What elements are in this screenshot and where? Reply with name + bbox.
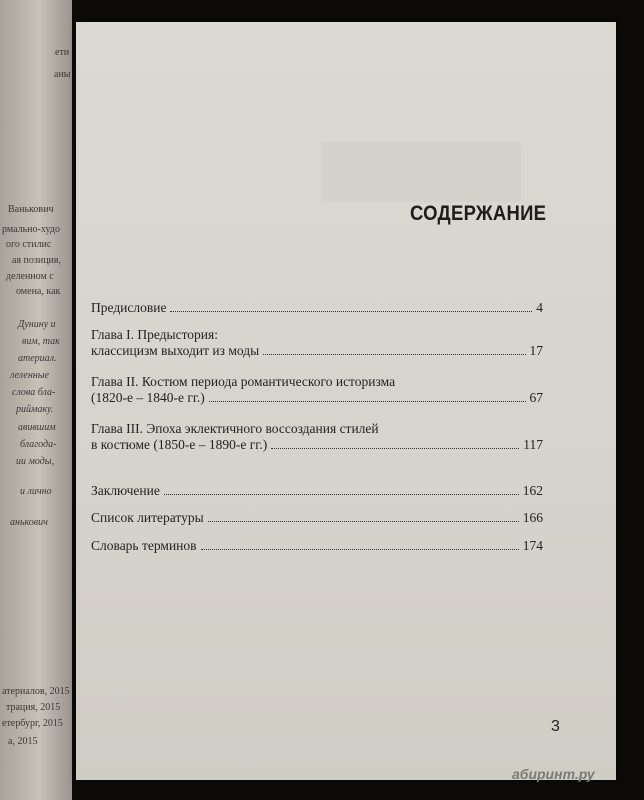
toc-entry-title: Заключение (91, 483, 160, 498)
bleed-text: и лично (20, 486, 52, 497)
bleed-text: ети (55, 47, 70, 58)
dot-leader (170, 311, 532, 312)
page-number: 3 (551, 718, 560, 735)
toc-entry-title: классицизм выходит из моды (91, 343, 260, 358)
toc-entry-preface[interactable] (91, 300, 543, 316)
toc-entry-chapter-1[interactable] (91, 327, 543, 359)
bleed-text: омена, как (16, 286, 61, 297)
toc-entry-page: 162 (522, 483, 543, 498)
toc-entry-title: в костюме (1850-е – 1890-е гг.) (91, 437, 268, 452)
dot-leader (201, 549, 519, 550)
dot-leader (271, 448, 519, 449)
toc-entry-conclusion[interactable] (91, 483, 543, 499)
bleed-text: трация, 2015 (6, 702, 61, 713)
toc-entry-title: (1820-е – 1840-е гг.) (91, 390, 205, 405)
show-through (321, 142, 521, 202)
bleed-text: вим, так (22, 336, 60, 347)
bleed-text: леленные (10, 370, 49, 381)
bleed-text: етербург, 2015 (2, 718, 63, 729)
toc-entry-page: 174 (522, 538, 543, 553)
bleed-text: Дунину и (18, 319, 56, 330)
bleed-text: атериалов, 2015 (2, 686, 70, 697)
watermark: абиринт.ру (512, 766, 595, 782)
toc-entry-page: 4 (536, 300, 543, 315)
toc-entry-bibliography[interactable] (91, 510, 543, 526)
toc-entry-chapter-2[interactable] (91, 374, 543, 406)
dot-leader (164, 494, 519, 495)
dot-leader (208, 521, 519, 522)
bleed-text: Ванькович (8, 204, 54, 215)
toc-entry-page: 166 (522, 510, 543, 525)
toc-entry-page: 117 (523, 437, 543, 452)
bleed-text: рмально-худо (2, 224, 60, 235)
bleed-text: деленном с (6, 271, 54, 282)
toc-entry-glossary[interactable] (91, 538, 543, 554)
toc-title: СОДЕРЖАНИЕ (410, 202, 547, 225)
toc-entry-page: 17 (529, 343, 543, 358)
bleed-text: ого стилис (6, 239, 52, 250)
bleed-text: а, 2015 (8, 736, 38, 747)
bleed-text: благода- (20, 439, 57, 450)
toc-entry-chapter-3[interactable] (91, 421, 543, 453)
bleed-text: слова бла- (12, 387, 56, 398)
bleed-text: риймаку. (16, 404, 54, 415)
left-page-edge (0, 0, 72, 800)
bleed-text: ая позиция, (12, 255, 61, 266)
toc-entry-title: Список литературы (91, 510, 204, 525)
dot-leader (209, 401, 526, 402)
toc-entry-heading: Глава II. Костюм периода романтического историзма (91, 374, 396, 389)
bleed-text: авившим (18, 422, 56, 433)
toc-entry-heading: Глава I. Предыстория: (91, 327, 218, 342)
bleed-text: анькович (10, 517, 48, 528)
toc-entry-title: Словарь терминов (91, 538, 197, 553)
bleed-text: аны (54, 69, 71, 80)
toc-entry-heading: Глава III. Эпоха эклектичного воссоздания стилей (91, 421, 379, 436)
dot-leader (263, 354, 525, 355)
toc-entry-title: Предисловие (91, 300, 167, 315)
bleed-text: ии моды, (16, 456, 55, 467)
contents-page (76, 22, 616, 780)
bleed-text: атериал. (18, 353, 57, 364)
toc-entry-page: 67 (529, 390, 543, 405)
